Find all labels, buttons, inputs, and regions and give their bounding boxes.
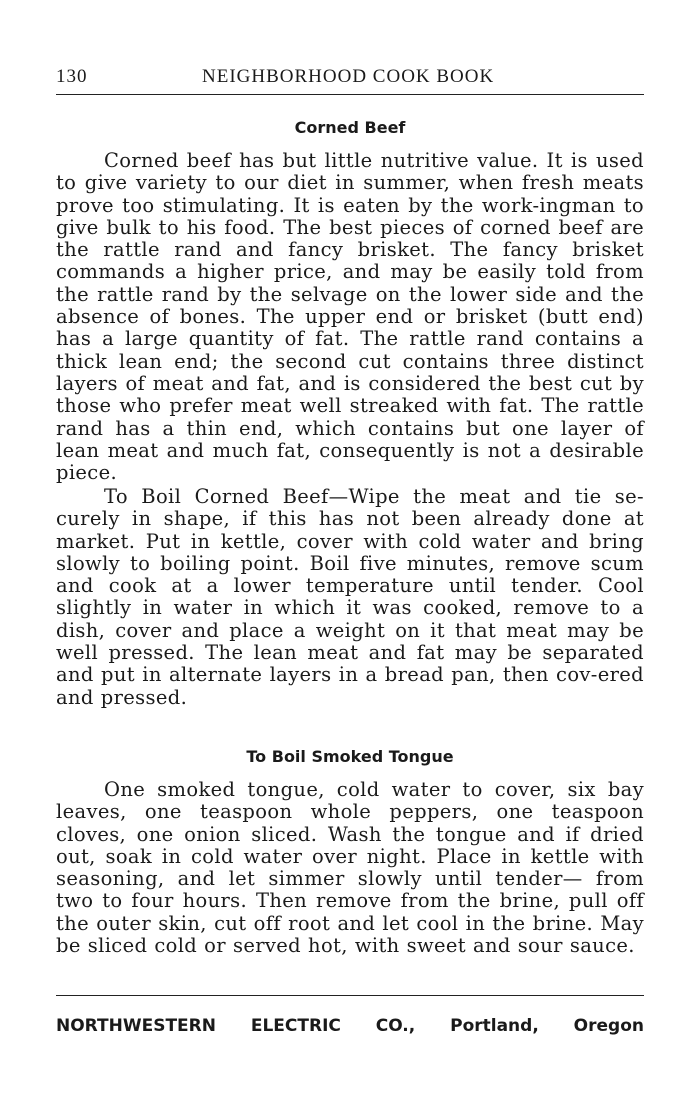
header-rule xyxy=(56,94,644,95)
footer-state: Oregon xyxy=(573,1016,644,1036)
running-head: NEIGHBORHOOD COOK BOOK xyxy=(202,66,495,87)
section-title-corned-beef: Corned Beef xyxy=(294,118,406,137)
footer-rule xyxy=(56,995,644,996)
paragraph-boil-corned-beef: To Boil Corned Beef—Wipe the meat and tie se-curely in shape, if this has not been already done at market. Put in kettle, cover with cold water and bring slowly to boiling point. Boil five minutes, remove scum and cook at a lower temperature until tender. Cool slightly in water in which it was cooked, remove to a dish, cover and place a weight on it that meat may be well pressed. The lean meat and fat may be separated and put in alternate layers in a bread pan, then cov-ered and pressed. xyxy=(56,485,644,709)
page-header xyxy=(56,66,644,92)
page-footer xyxy=(56,1016,644,1036)
footer-company-co: CO., xyxy=(375,1016,416,1036)
footer-company-electric: ELECTRIC xyxy=(250,1016,341,1036)
footer-city: Portland, xyxy=(450,1016,539,1036)
paragraph-smoked-tongue: One smoked tongue, cold water to cover, six bay leaves, one teaspoon whole peppers, one teaspoon cloves, one onion sliced. Wash the tongue and if dried out, soak in cold water over night. Place in kettle with seasoning, and let simmer slowly until tender— from two to four hours. Then remove from the brine, pull off the outer skin, cut off root and let cool in the brine. May be sliced cold or served hot, with sweet and sour sauce. xyxy=(56,778,644,958)
page-number: 130 xyxy=(56,66,88,87)
paragraph-corned-beef-intro: Corned beef has but little nutritive value. It is used to give variety to our diet in summer, when fresh meats prove too stimulating. It is eaten by the work-ingman to give bulk to his food. The best pieces of corned beef are the rattle rand and fancy brisket. The fancy brisket commands a higher price, and may be easily told from the rattle rand by the selvage on the lower side and the absence of bones. The upper end or brisket (butt end) has a large quantity of fat. The rattle rand contains a thick lean end; the second cut contains three distinct layers of meat and fat, and is considered the best cut by those who prefer meat well streaked with fat. The rattle rand has a thin end, which contains but one layer of lean meat and much fat, consequently is not a desirable piece. xyxy=(56,149,644,485)
footer-company: NORTHWESTERN xyxy=(56,1016,216,1036)
section-title-smoked-tongue: To Boil Smoked Tongue xyxy=(246,747,454,766)
